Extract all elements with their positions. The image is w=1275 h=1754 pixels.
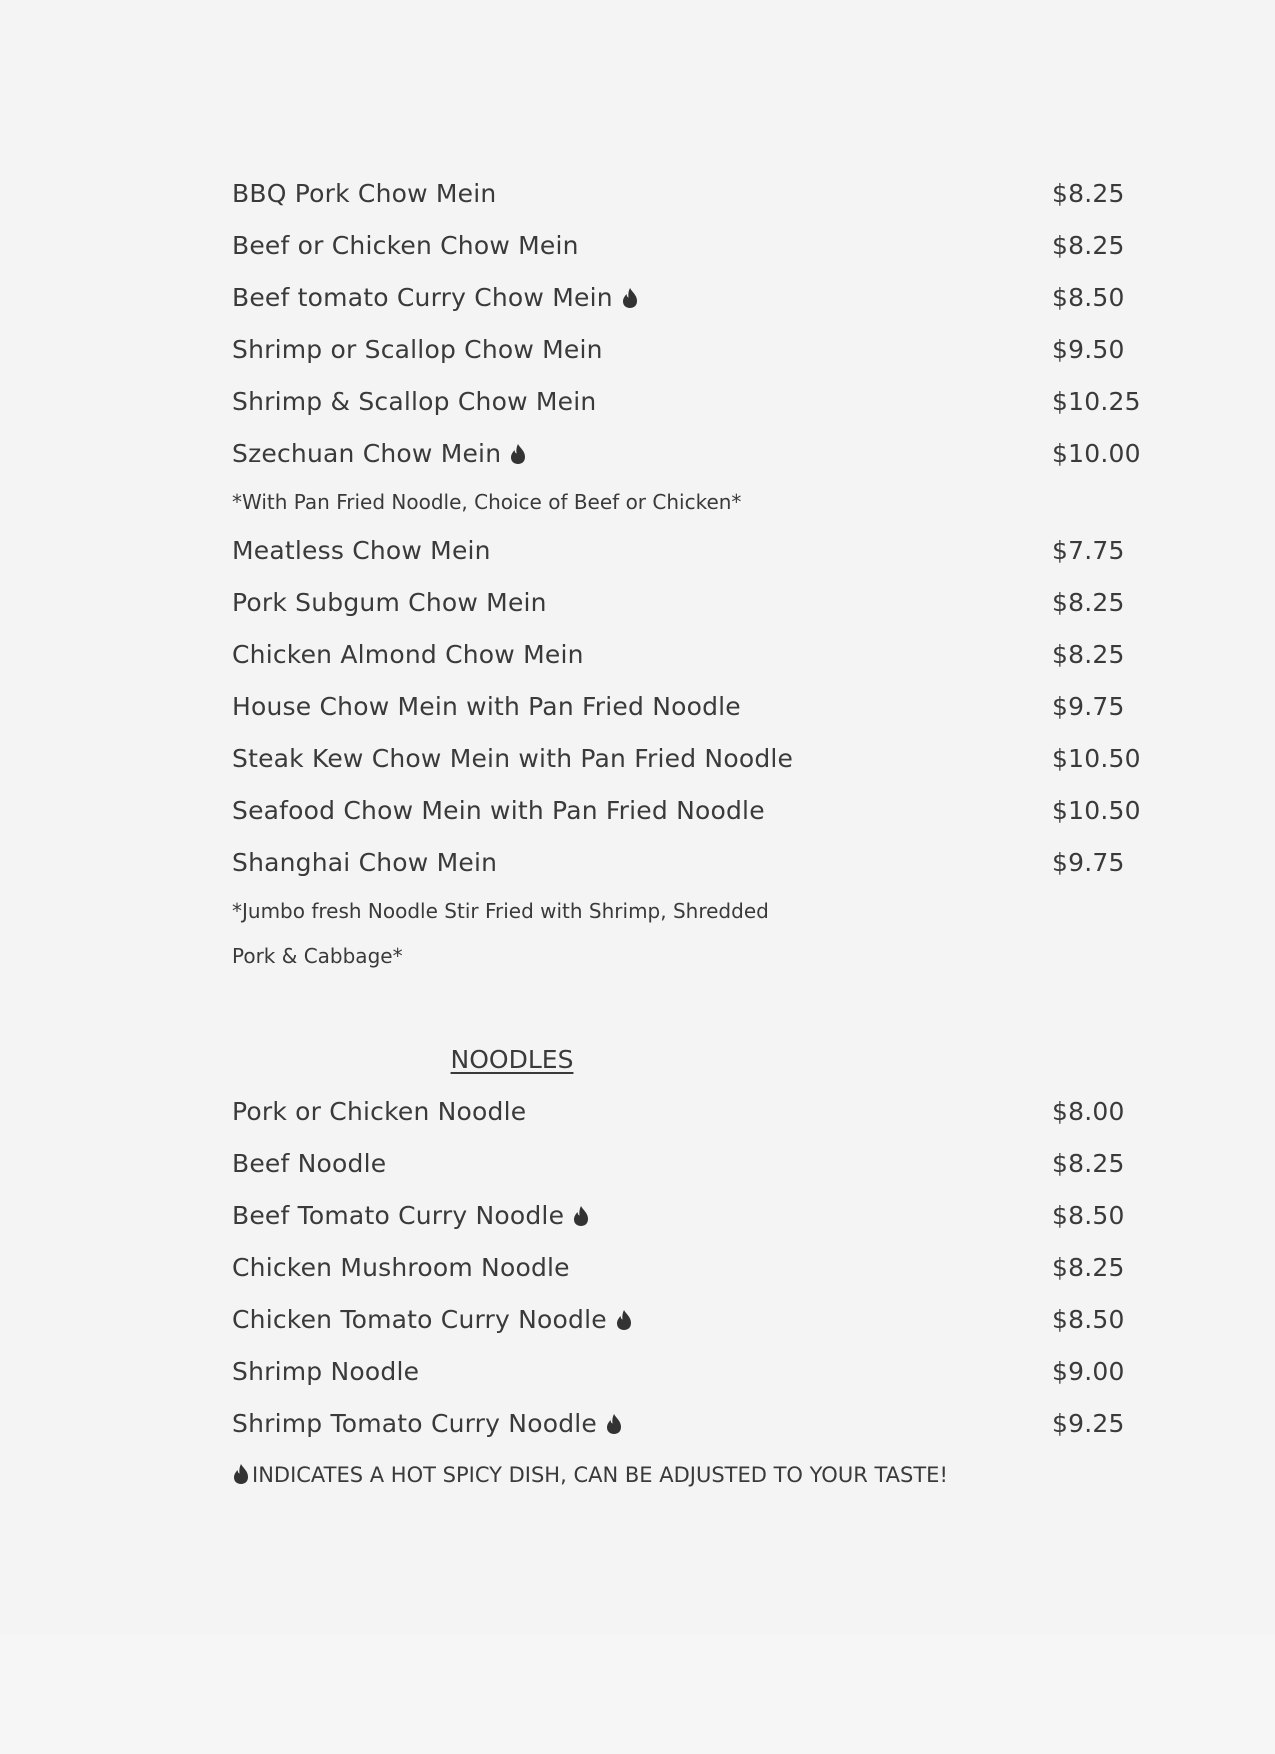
flame-icon [509,443,527,465]
item-name-with-icon [232,1190,590,1242]
item-name-with-icon [232,272,639,324]
item-name: Shrimp Noodle [232,1357,420,1386]
item-price: $9.50 [1052,335,1125,364]
item-name: Shrimp & Scallop Chow Mein [232,387,597,416]
menu-item [232,837,1132,889]
item-name: Beef or Chicken Chow Mein [232,231,579,260]
item-name-with-icon [232,1398,623,1450]
item-price: $8.25 [1052,640,1125,669]
menu-item [232,168,1132,220]
item-name: Chicken Tomato Curry Noodle [232,1305,607,1334]
menu-item [232,525,1132,577]
item-price: $9.00 [1052,1357,1125,1386]
item-price: $9.75 [1052,848,1125,877]
legend-text: INDICATES A HOT SPICY DISH, CAN BE ADJUSTED TO YOUR TASTE! [252,1463,948,1487]
item-price: $8.50 [1052,283,1125,312]
spicy-legend [232,1450,1132,1500]
item-name-with-icon [232,1294,633,1346]
item-note: *Jumbo fresh Noodle Stir Fried with Shrimp, Shredded [232,899,769,923]
item-name: Szechuan Chow Mein [232,439,502,468]
item-price: $9.75 [1052,692,1125,721]
item-name: BBQ Pork Chow Mein [232,179,497,208]
item-price: $10.25 [1052,387,1141,416]
item-name: Pork Subgum Chow Mein [232,588,547,617]
item-price: $10.50 [1052,744,1141,773]
item-price: $8.25 [1052,1253,1125,1282]
menu-item [232,1242,1132,1294]
item-name: Pork or Chicken Noodle [232,1097,527,1126]
menu-item [232,629,1132,681]
menu-item [232,324,1132,376]
item-name: Chicken Almond Chow Mein [232,640,584,669]
item-price: $8.50 [1052,1201,1125,1230]
item-price: $8.25 [1052,231,1125,260]
item-name: Steak Kew Chow Mein with Pan Fried Noodle [232,744,794,773]
menu-item [232,785,1141,837]
noodles-heading: NOODLES [450,1045,574,1074]
flame-icon [621,287,639,309]
item-name: Chicken Mushroom Noodle [232,1253,570,1282]
item-note: Pork & Cabbage* [232,944,403,968]
item-name: Shanghai Chow Mein [232,848,498,877]
item-name-with-icon [232,428,527,480]
item-price: $8.25 [1052,588,1125,617]
flame-icon [615,1309,633,1331]
item-name: Beef Noodle [232,1149,387,1178]
item-name: Shrimp Tomato Curry Noodle [232,1409,597,1438]
item-name: House Chow Mein with Pan Fried Noodle [232,692,741,721]
item-note: *With Pan Fried Noodle, Choice of Beef or Chicken* [232,490,742,514]
flame-icon [605,1413,623,1435]
item-price: $8.25 [1052,1149,1125,1178]
section-spacer [232,979,1132,1034]
menu-item [232,1086,1132,1138]
item-price: $9.25 [1052,1409,1125,1438]
item-price: $10.00 [1052,439,1141,468]
section-title [62,1034,962,1086]
flame-icon [572,1205,590,1227]
item-price: $7.75 [1052,536,1125,565]
menu-item [232,272,1132,324]
item-name: Meatless Chow Mein [232,536,491,565]
menu-item [232,1346,1132,1398]
item-name: Shrimp or Scallop Chow Mein [232,335,603,364]
menu-item [232,220,1132,272]
flame-icon [232,1463,250,1485]
menu-content [232,168,1141,1500]
menu-item [232,1190,1132,1242]
menu-item [232,733,1141,785]
menu-item [232,681,1132,733]
item-price: $8.25 [1052,179,1125,208]
menu-item [232,376,1141,428]
item-name: Seafood Chow Mein with Pan Fried Noodle [232,796,765,825]
item-name: Beef tomato Curry Chow Mein [232,283,613,312]
menu-item [232,1398,1132,1450]
item-price: $10.50 [1052,796,1141,825]
menu-item [232,428,1141,480]
item-price: $8.00 [1052,1097,1125,1126]
menu-item [232,577,1132,629]
menu-item [232,1294,1132,1346]
item-price: $8.50 [1052,1305,1125,1334]
item-name: Beef Tomato Curry Noodle [232,1201,565,1230]
menu-item [232,1138,1132,1190]
